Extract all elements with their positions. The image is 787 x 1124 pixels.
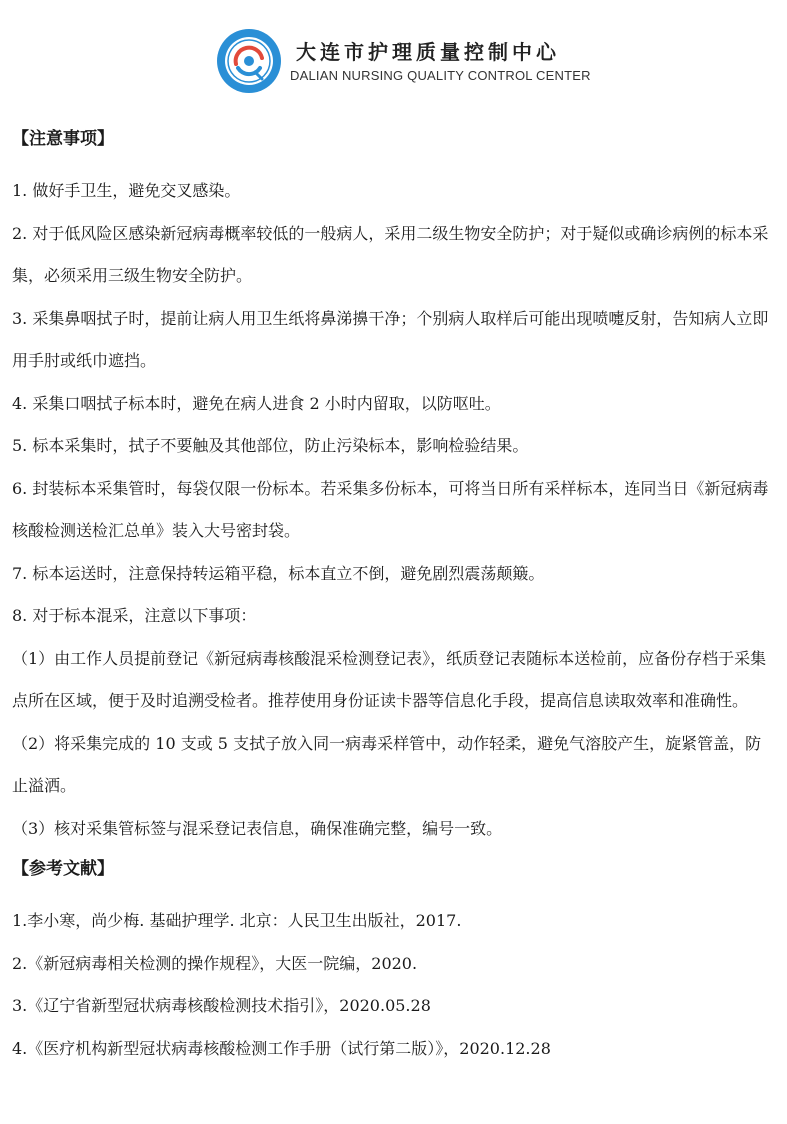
reference-item-1: 1.李小寒，尚少梅. 基础护理学. 北京：人民卫生出版社，2017. (12, 911, 462, 930)
reference-item-4: 4.《医疗机构新型冠状病毒核酸检测工作手册（试行第二版）》，2020.12.28 (12, 1038, 551, 1058)
org-name-en: DALIAN NURSING QUALITY CONTROL CENTER (290, 68, 591, 83)
note-item-5: 5. 标本采集时，拭子不要触及其他部位，防止污染标本，影响检验结果。 (12, 436, 529, 455)
note-item-8: 8. 对于标本混采，注意以下事项： (12, 606, 257, 625)
note-item-1: 1. 做好手卫生，避免交叉感染。 (12, 181, 241, 200)
references-title: 【参考文献】 (12, 859, 114, 879)
document-body (12, 128, 772, 1070)
note-item-7: 7. 标本运送时，注意保持转运箱平稳，标本直立不倒，避免剧烈震荡颠簸。 (12, 563, 545, 583)
note-item-4: 4. 采集口咽拭子标本时，避免在病人进食 2 小时内留取，以防呕吐。 (12, 393, 501, 413)
reference-item-3: 3.《辽宁省新型冠状病毒核酸检测技术指引》，2020.05.28 (12, 996, 431, 1015)
notes-title: 【注意事项】 (12, 129, 114, 149)
note-item-6: 6. 封装标本采集管时，每袋仅限一份标本。若采集多份标本，可将当日所有采样标本，连同当日《新冠病毒核酸检测送检汇总单》装入大号密封袋。 (12, 478, 769, 540)
page-header (0, 22, 787, 102)
note-subitem-3: （3）核对采集管标签与混采登记表信息，确保准确完整，编号一致。 (12, 818, 503, 838)
org-name-cn: 大连市护理质量控制中心 (296, 40, 560, 64)
reference-item-2: 2.《新冠病毒相关检测的操作规程》，大医一院编，2020. (12, 953, 418, 973)
note-item-2: 2. 对于低风险区感染新冠病毒概率较低的一般病人，采用二级生物安全防护；对于疑似或确诊病例的标本采集，必须采用三级生物安全防护。 (12, 223, 769, 285)
nursing-quality-logo-icon (216, 28, 282, 94)
note-subitem-1: （1）由工作人员提前登记《新冠病毒核酸混采检测登记表》，纸质登记表随标本送检前，应备份存档于采集点所在区域，便于及时追溯受检者。推荐使用身份证读卡器等信息化手段，提高信息读取效率和准确性。 (12, 648, 767, 710)
note-subitem-2: （2）将采集完成的 10 支或 5 支拭子放入同一病毒采样管中，动作轻柔，避免气溶胶产生，旋紧管盖，防止溢洒。 (12, 733, 762, 795)
note-item-3: 3. 采集鼻咽拭子时，提前让病人用卫生纸将鼻涕擤干净；个别病人取样后可能出现喷嚏反射，告知病人立即用手肘或纸巾遮挡。 (12, 308, 769, 370)
